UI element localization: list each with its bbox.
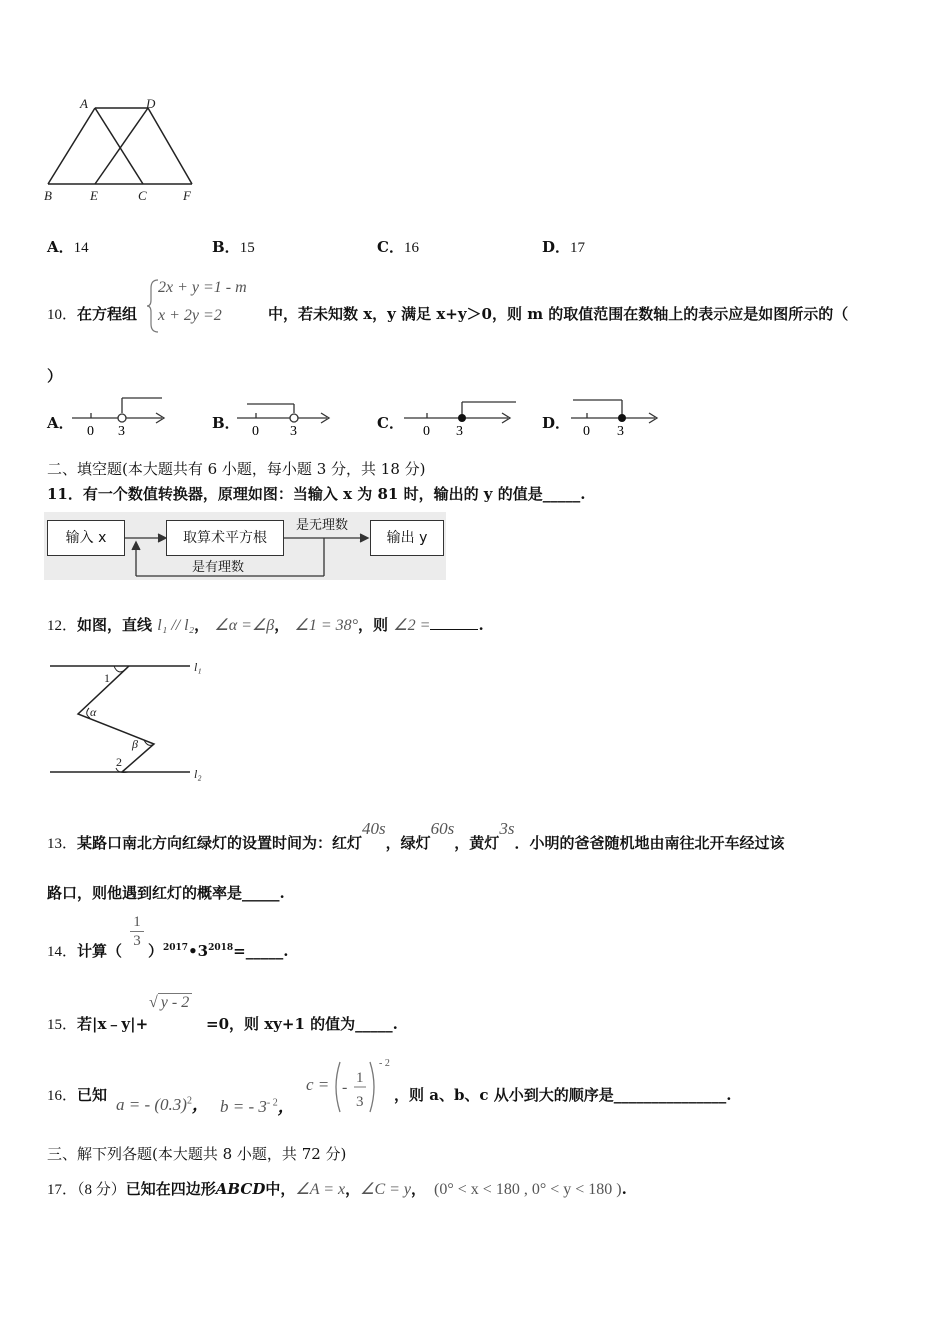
q10-eq2: x + 2y =2: [158, 307, 222, 324]
q11-label-rational: 是有理数: [192, 560, 245, 575]
q10-close-paren: ）: [47, 367, 63, 385]
q16-stem-prefix: 16．已知: [47, 1086, 108, 1104]
q11-label-irrational: 是无理数: [296, 518, 349, 533]
q16-stem-rest: ，则 a、b、c 从小到大的顺序是_______________.: [394, 1086, 732, 1104]
q16-b-expr: b = - $3^{- 2}$，: [220, 1097, 295, 1116]
section-3-heading: 三、解下列各题(本大题共 8 小题，共 72 分): [47, 1145, 347, 1163]
q10-stem-suffix: 中，若未知数 x，y 满足 x+y＞0，则 m 的取值范围在数轴上的表示应是如图所示的（: [268, 305, 849, 323]
q10-numberline-c: [400, 392, 520, 438]
q10-option-a[interactable]: A．: [47, 414, 74, 432]
q9-figure: [40, 92, 210, 207]
label-angle-1: 1: [104, 671, 110, 685]
label-e: E: [90, 188, 98, 203]
q17-stem: 17．（8 分）已知在四边形ABCD中，∠A = x，∠C = y， (0° < x < 180 , 0° < y < 180 ).: [47, 1180, 627, 1198]
label-l2: l₂: [194, 767, 202, 781]
tick-3: 3: [617, 424, 624, 438]
q13-stem-line2: 路口，则他遇到红灯的概率是_____.: [47, 884, 285, 902]
q13-stem-line1: 13．某路口南北方向红绿灯的设置时间为：红灯40s，绿灯60s，黄灯3s．小明的爸爸随机地由南往北开车经过该: [47, 819, 785, 852]
tick-0: 0: [252, 424, 259, 438]
q10-numberline-b: [235, 392, 335, 438]
label-f: F: [183, 188, 191, 203]
q15-stem-rest: =0，则 xy+1 的值为_____.: [206, 1015, 398, 1033]
q10-stem-prefix: 10．在方程组: [47, 305, 138, 323]
tick-3: 3: [290, 424, 297, 438]
q11-output-box: 输出 y: [370, 520, 444, 556]
label-beta: β: [132, 737, 138, 751]
label-d: D: [146, 96, 156, 111]
q16-c-parens: [332, 1060, 380, 1114]
q9-option-d[interactable]: D．17: [542, 238, 586, 256]
q14-stem-rest: ）$^{2017}•3^{2018}=\_\_\_\_\_$.: [148, 942, 289, 960]
tick-0: 0: [423, 424, 430, 438]
q10-option-c[interactable]: C．: [377, 414, 404, 432]
label-alpha: α: [90, 705, 97, 719]
tick-3: 3: [118, 424, 125, 438]
q10-numberline-a: [70, 392, 170, 438]
q10-option-d[interactable]: D．: [542, 414, 571, 432]
q11-stem: 11．有一个数值转换器，原理如图：当输入 x 为 81 时，输出的 y 的值是_____.: [47, 485, 586, 503]
q9-option-a[interactable]: A．14: [47, 238, 89, 256]
tick-3: 3: [456, 424, 463, 438]
tick-0: 0: [87, 424, 94, 438]
q9-option-c[interactable]: C．16: [377, 238, 419, 256]
label-b: B: [44, 188, 52, 203]
label-c: C: [138, 188, 147, 203]
q14-fraction: 1 3: [130, 913, 144, 950]
q10-option-b[interactable]: B．: [212, 414, 240, 432]
tick-0: 0: [583, 424, 590, 438]
q16-c-numerator: 1: [356, 1070, 364, 1086]
q9-option-b[interactable]: B．15: [212, 238, 255, 256]
label-angle-2: 2: [116, 755, 122, 769]
q14-stem-number: 14．计算（: [47, 942, 123, 960]
label-l1: l₁: [194, 660, 202, 674]
q16-c-exponent: - 2: [379, 1058, 390, 1069]
q16-c-minus: -: [342, 1079, 348, 1096]
q12-stem: 12．如图，直线 l₁ // l₂， ∠α =∠β， ∠1 = 38°，则 ∠2 = .: [47, 616, 484, 634]
q12-figure: [44, 656, 214, 786]
q15-stem-prefix: 15．若|x﹣y|+: [47, 1015, 149, 1033]
q16-a-expr: a = - $(0.3)^2$，: [116, 1095, 209, 1114]
section-2-heading: 二、填空题(本大题共有 6 小题，每小题 3 分，共 18 分): [47, 460, 426, 478]
q11-input-box: 输入 x: [47, 520, 125, 556]
q10-eq1: 2x + y =1 - m: [158, 279, 247, 296]
q16-c-lhs: c =: [306, 1075, 330, 1094]
q16-c-denominator: 3: [356, 1094, 364, 1110]
label-a: A: [80, 96, 88, 111]
q10-numberline-d: [565, 392, 665, 438]
q15-sqrt: √ y - 2: [149, 994, 192, 1012]
q11-operation-box: 取算术平方根: [166, 520, 284, 556]
